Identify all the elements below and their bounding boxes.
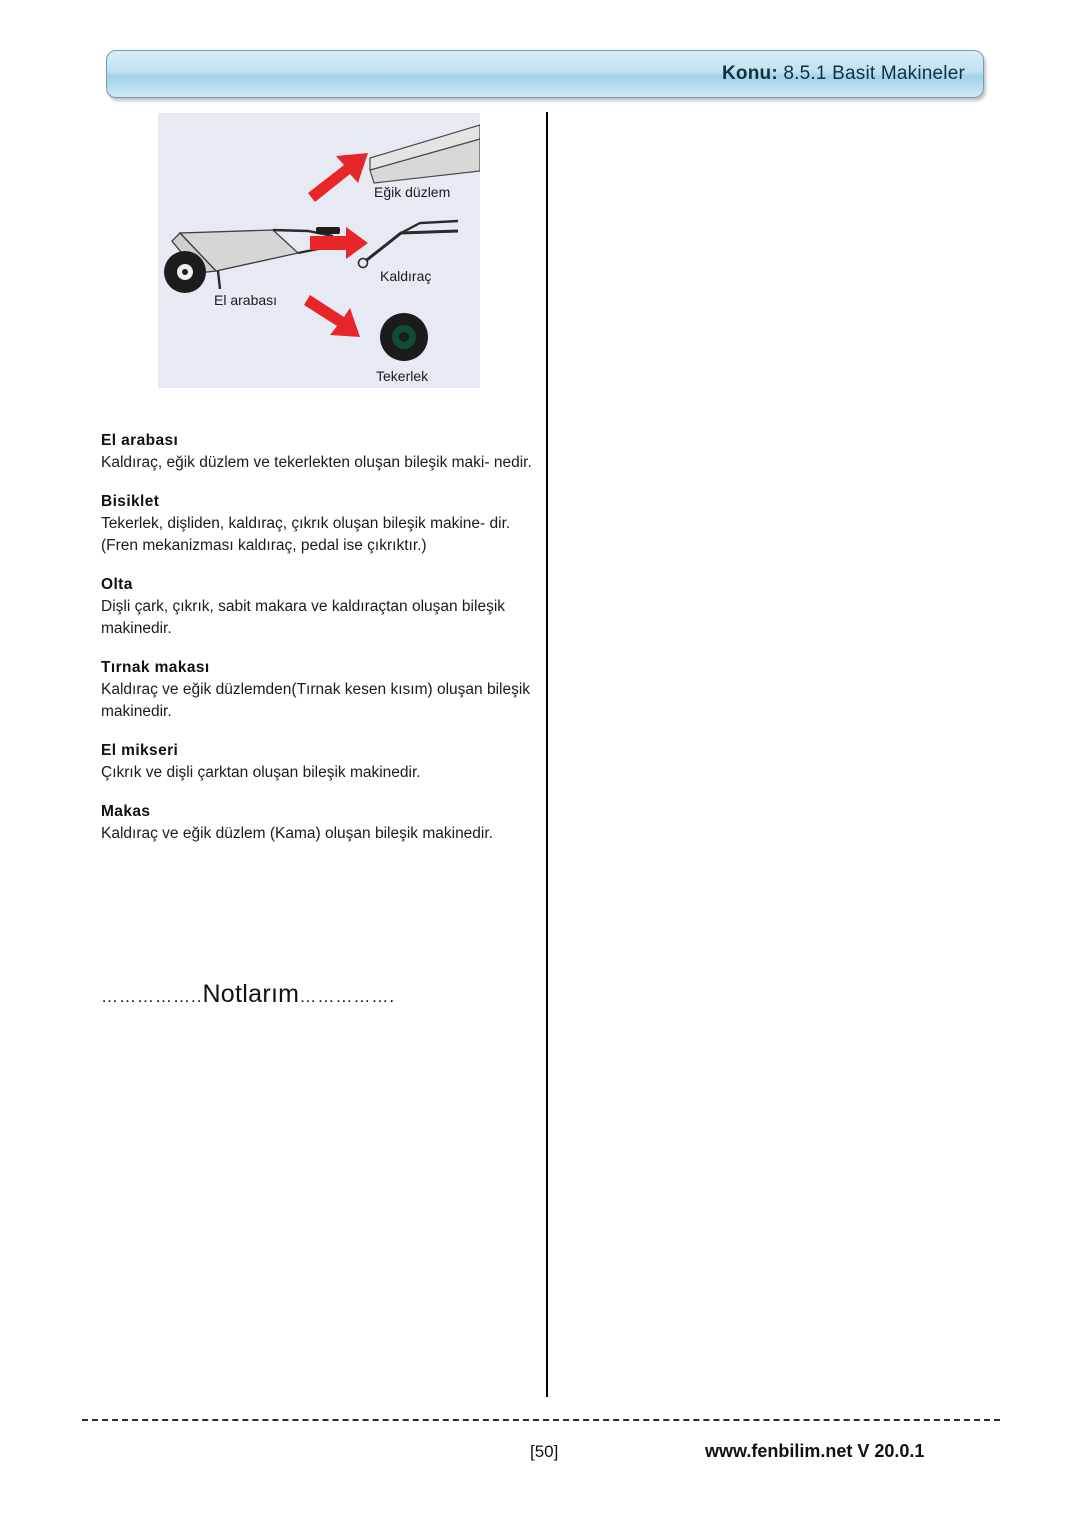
notes-word: Notlarım xyxy=(202,980,300,1008)
definition-body: Dişli çark, çıkrık, sabit makara ve kaldıraçtan oluşan bileşik makinedir. xyxy=(101,598,506,637)
footer-divider xyxy=(82,1419,1000,1421)
header-topic: 8.5.1 Basit Makineler xyxy=(783,63,965,84)
definition-title: Tırnak makası xyxy=(101,659,210,676)
definition-body: Tekerlek, dişliden, kaldıraç, çıkrık oluşan bileşik makine- dir. (Fren mekanizması kaldıraç, pedal ise çıkrıktır.) xyxy=(101,515,511,554)
definition-body: Kaldıraç, eğik düzlem ve tekerlekten oluşan bileşik maki- nedir. xyxy=(101,454,532,471)
page-title xyxy=(722,63,965,85)
header-label: Konu: xyxy=(722,63,778,84)
notes-heading xyxy=(101,980,541,1009)
definitions-list xyxy=(101,432,541,864)
notes-dots-right: ……………. xyxy=(299,987,396,1006)
footer-site xyxy=(705,1441,924,1462)
definition-item xyxy=(101,576,541,640)
label-wheel: Tekerlek xyxy=(376,368,429,384)
header-banner xyxy=(106,50,984,98)
definition-body: Çıkrık ve dişli çarktan oluşan bileşik makinedir. xyxy=(101,764,421,781)
definition-title: Bisiklet xyxy=(101,493,160,510)
version-label: V 20.0.1 xyxy=(857,1441,925,1461)
label-lever: Kaldıraç xyxy=(380,268,432,284)
page-number: [50] xyxy=(530,1442,559,1461)
column-divider xyxy=(546,112,548,1397)
notes-dots-left: …………….. xyxy=(101,987,203,1006)
definition-body: Kaldıraç ve eğik düzlemden(Tırnak kesen kısım) oluşan bileşik makinedir. xyxy=(101,681,531,720)
definition-item xyxy=(101,742,541,784)
figure-compound-machine xyxy=(158,113,480,388)
label-wheelbarrow: El arabası xyxy=(214,292,278,308)
definition-body: Kaldıraç ve eğik düzlem (Kama) oluşan bileşik makinedir. xyxy=(101,825,493,842)
definition-item xyxy=(101,432,541,474)
wheelbarrow-diagram-svg xyxy=(158,113,480,388)
label-incline: Eğik düzlem xyxy=(374,184,451,200)
site-url: www.fenbilim.net xyxy=(705,1441,853,1461)
definition-title: Olta xyxy=(101,576,133,593)
definition-title: Makas xyxy=(101,803,151,820)
definition-title: El arabası xyxy=(101,432,179,449)
definition-title: El mikseri xyxy=(101,742,179,759)
definition-item xyxy=(101,803,541,845)
definition-item xyxy=(101,659,541,723)
definition-item xyxy=(101,493,541,557)
